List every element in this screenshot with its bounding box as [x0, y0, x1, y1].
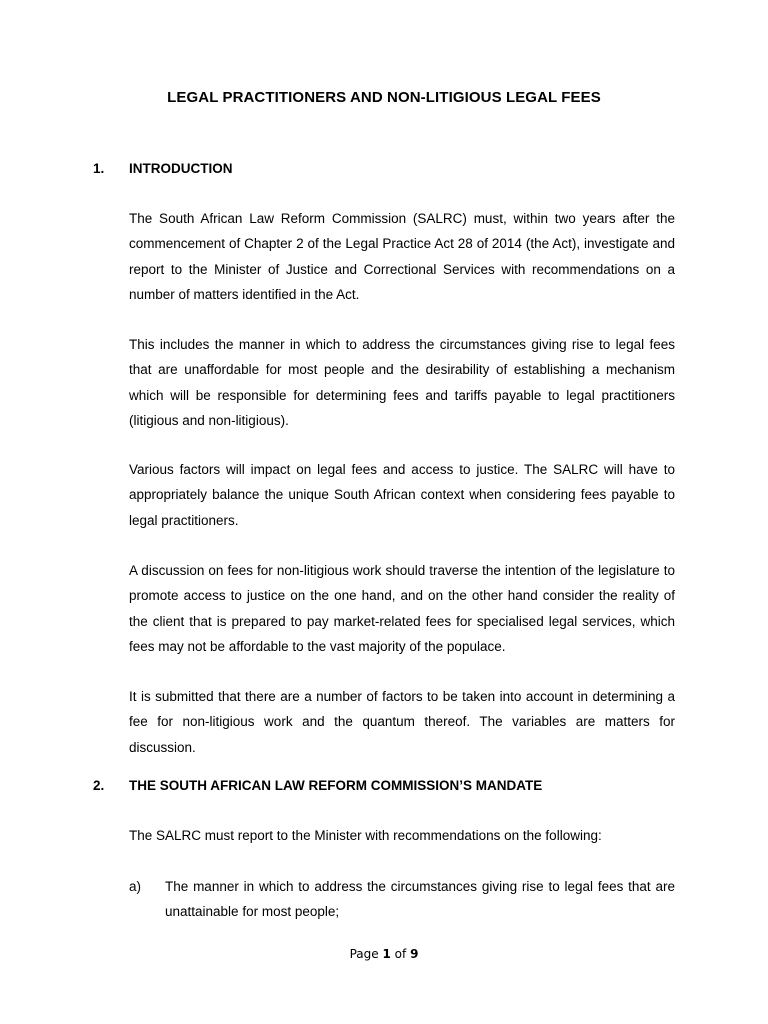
list-item-text: The manner in which to address the circumstances giving rise to legal fees that are unattainable for most people; [165, 879, 675, 920]
page-label: Page [349, 947, 379, 961]
section-heading-text: INTRODUCTION [129, 161, 233, 176]
paragraph: A discussion on fees for non-litigious work should traverse the intention of the legislature to promote access to justice on the one hand, and on the other hand consider the reality of the client that is prepared to pay market-related fees for specialised legal services, which fees may not be affordable to the vast majority of the populace. [129, 563, 675, 654]
paragraph: It is submitted that there are a number of factors to be taken into account in determining a fee for non-litigious work and the quantum thereof. The variables are matters for discussion. [129, 689, 675, 755]
section-2-heading [93, 778, 542, 793]
list-item [129, 874, 675, 925]
paragraph: Various factors will impact on legal fees and access to justice. The SALRC will have to appropriately balance the unique South African context when considering fees payable to legal practitioners. [129, 462, 675, 528]
section-number: 2. [93, 778, 105, 793]
section-1-heading [93, 161, 233, 176]
page-current: 1 [382, 947, 391, 961]
page-title: LEGAL PRACTITIONERS AND NON-LITIGIOUS LEGAL FEES [167, 89, 601, 106]
page-total: 9 [410, 947, 419, 961]
list-marker: a) [129, 879, 142, 894]
page-footer [0, 947, 768, 961]
section-number: 1. [93, 161, 105, 176]
paragraph: The SALRC must report to the Minister with recommendations on the following: [129, 828, 602, 843]
page-of-label: of [394, 947, 407, 961]
paragraph: The South African Law Reform Commission (SALRC) must, within two years after the commencement of Chapter 2 of the Legal Practice Act 28 of 2014 (the Act), investigate and report to the Minister of Justice and Correctional Services with recommendations on a number of matters identified in the Act. [129, 211, 675, 302]
section-heading-text: THE SOUTH AFRICAN LAW REFORM COMMISSION’S MANDATE [129, 778, 543, 793]
paragraph: This includes the manner in which to address the circumstances giving rise to legal fees that are unaffordable for most people and the desirability of establishing a mechanism which will be responsible for determining fees and tariffs payable to legal practitioners (litigious and non-litigious). [129, 337, 675, 428]
